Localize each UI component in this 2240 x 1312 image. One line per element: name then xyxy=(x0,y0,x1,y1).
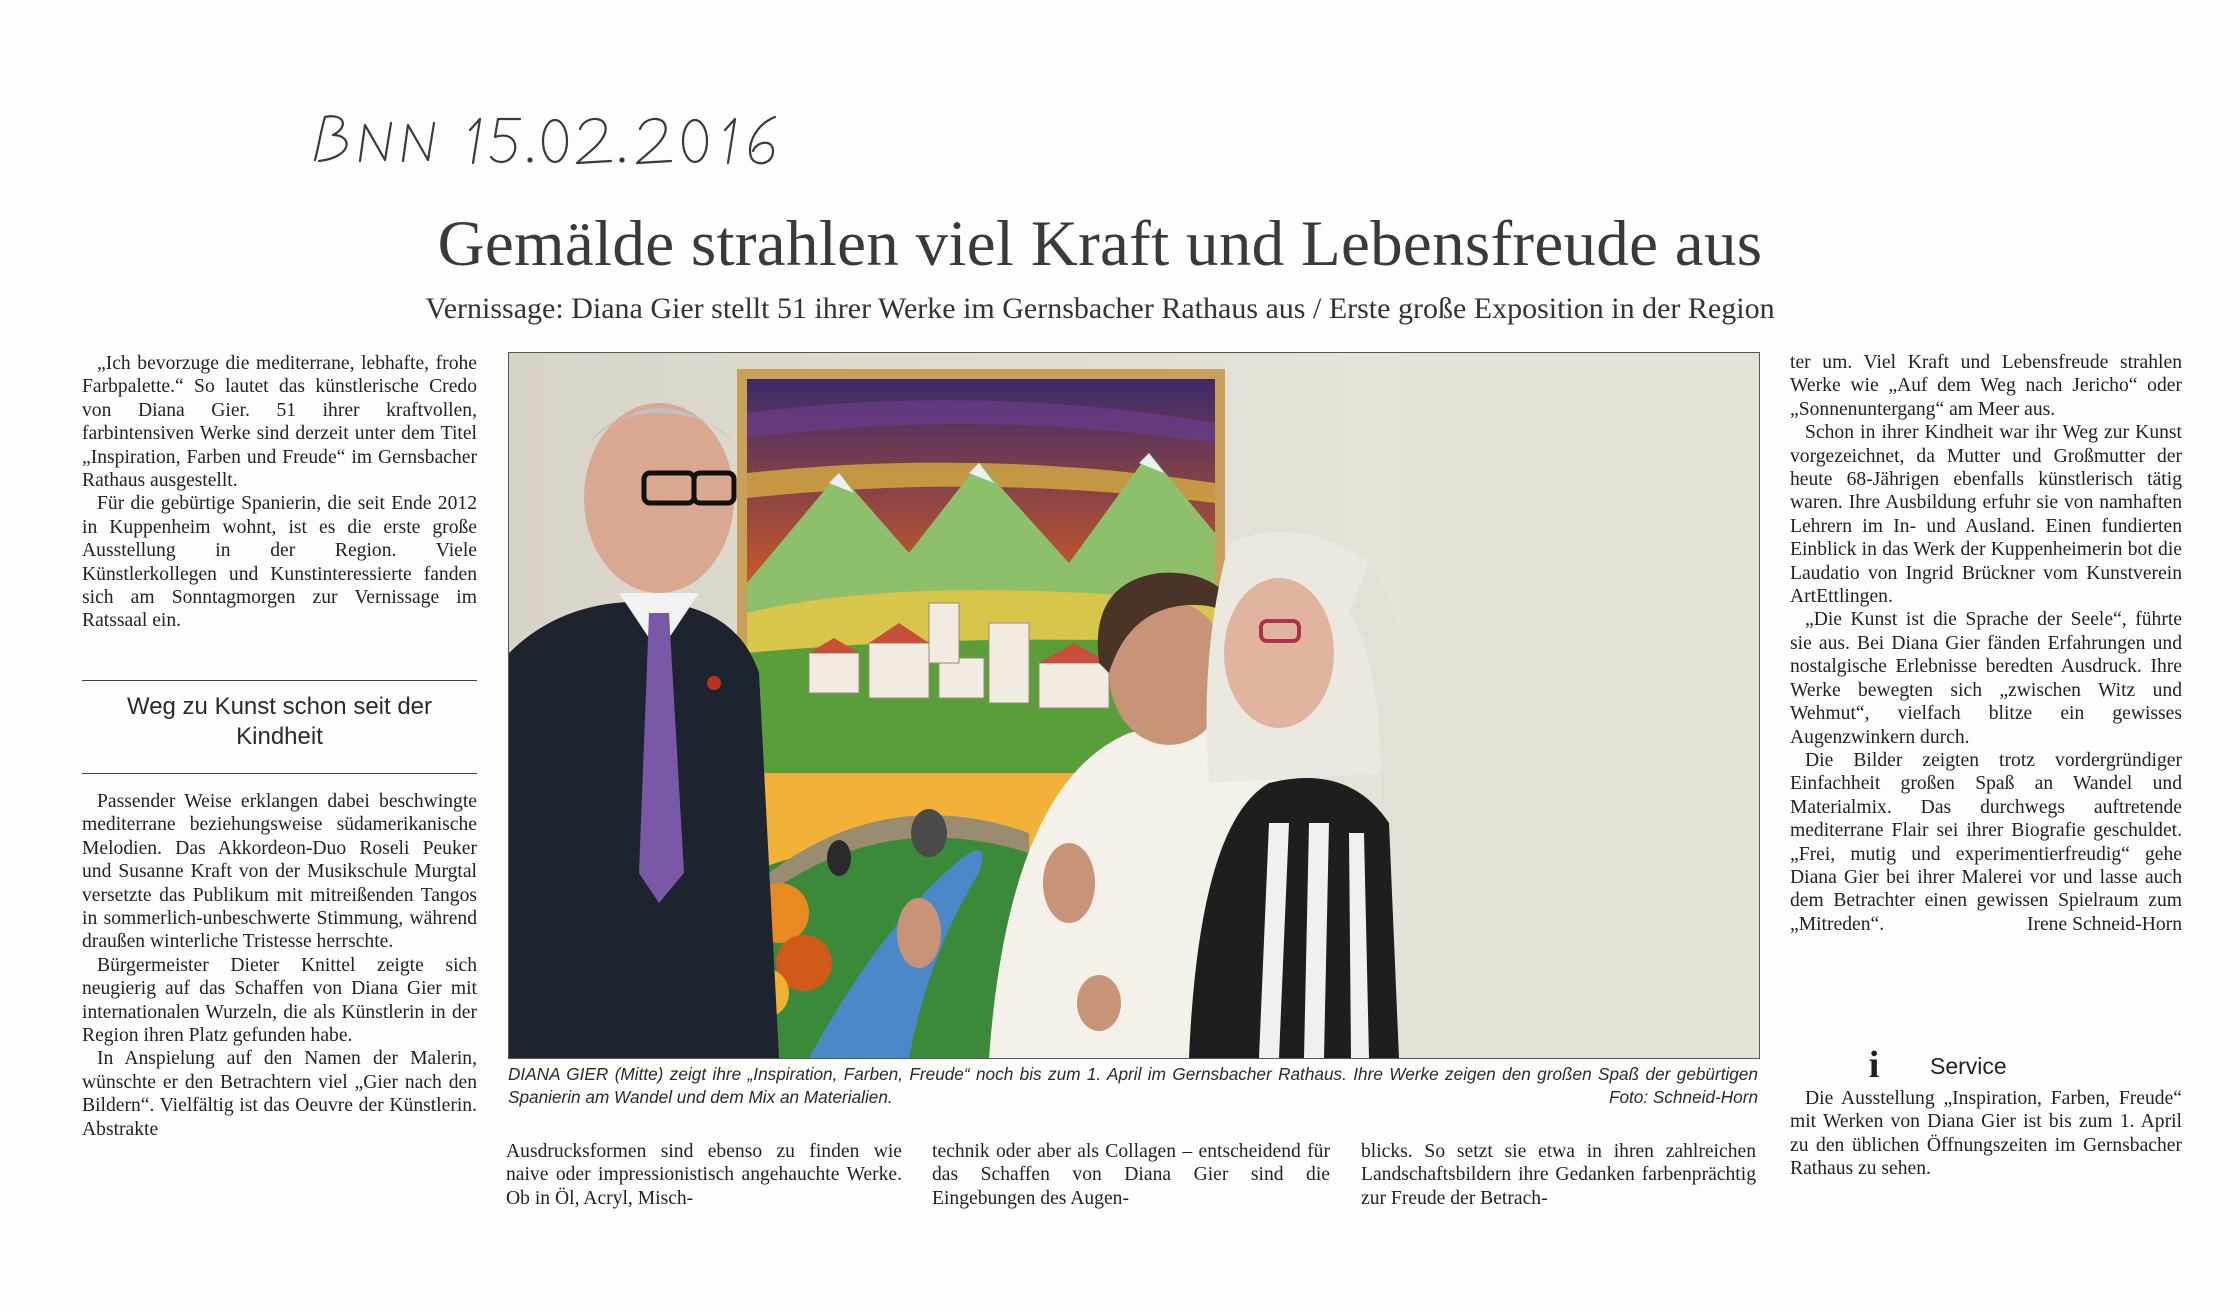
paragraph: „Ich bevorzuge die mediterrane, lebhafte, frohe Farbpalette.“ So lautet das künstlerische Credo von Diana Gier. 51 ihrer kraftvollen, farbintensiven Werke sind derzeit unter dem Titel „Inspiration, Farben und Freude“ im Gernsbacher Rathaus ausgestellt. xyxy=(82,353,477,492)
handwritten-signature-drawing xyxy=(305,105,825,175)
headline: Gemälde strahlen viel Kraft und Lebensfreude aus xyxy=(437,208,1763,280)
subheadline: Vernissage: Diana Gier stellt 51 ihrer Werke im Gernsbacher Rathaus aus / Erste große Exposition in der Region xyxy=(425,292,1775,325)
divider-rule xyxy=(82,680,477,681)
photo-credit: Foto: Schneid-Horn xyxy=(1608,1087,1758,1107)
paragraph: Schon in ihrer Kindheit war ihr Weg zur Kunst vorgezeichnet, da Mutter und Großmutter der heute 68-Jährigen ebenfalls künstlerisch tätig waren. Ihre Ausbildung erfuhr sie von namhaften Lehrern im In- und Ausland. Einen fundierten Einblick in das Werk der Kuppenheimerin bot die Laudatio von Ingrid Brückner vom Kunstverein ArtEttlingen. xyxy=(1790,422,2182,608)
service-label: Service xyxy=(1930,1053,2007,1079)
paragraph: In Anspielung auf den Namen der Malerin, wünschte er den Betrachtern viel „Gier nach den Bildern“. Vielfältig ist das Oeuvre der Künstlerin. Abstrakte xyxy=(82,1048,477,1140)
service-box-text xyxy=(1790,1087,2182,1181)
paragraph-text: Die Bilder zeigten trotz vordergründiger Einfachheit großen Spaß an Wandel und Materialmix. Das durchwegs auftretende mediterrane Flair sei ihrer Biografie geschuldet. „Frei, mutig und experimentierfreudig“ gehe Diana Gier bei ihrer Malerei vor und lasse auch dem Betrachter einen gewissen Spielraum zum „Mitreden“. xyxy=(1790,749,2182,935)
paragraph: blicks. So setzt sie etwa in ihren zahlreichen Landschaftsbildern ihre Gedanken farbenprächtig zur Freude der Betrach- xyxy=(1361,1141,1756,1209)
paragraph xyxy=(1790,749,2182,936)
author-signoff: Irene Schneid-Horn xyxy=(2026,913,2182,935)
paragraph: Ausdrucksformen sind ebenso zu finden wie naive oder impressionistisch angehauchte Werke. Ob in Öl, Acryl, Misch- xyxy=(506,1141,902,1209)
article-column-1-continued xyxy=(82,790,477,1141)
info-icon: i xyxy=(1868,1044,1880,1086)
divider-rule xyxy=(82,773,477,774)
photo-caption xyxy=(508,1063,1758,1109)
paragraph: ter um. Viel Kraft und Lebensfreude strahlen Werke wie „Auf dem Weg nach Jericho“ oder „Sonnenuntergang“ am Meer aus. xyxy=(1790,352,2182,420)
service-box-header xyxy=(1790,1044,2182,1086)
handwritten-date-note xyxy=(305,105,825,175)
photo-illustration xyxy=(509,353,1759,1058)
article-column-1 xyxy=(82,352,477,633)
paragraph: Für die gebürtige Spanierin, die seit Ende 2012 in Kuppenheim wohnt, ist es die erste große Ausstellung in der Region. Viele Künstlerkollegen und Kunstinteressierte fanden sich am Sonntagmorgen zur Vernissage im Ratssaal ein. xyxy=(82,493,477,632)
paragraph: Die Ausstellung „Inspiration, Farben, Freude“ mit Werken von Diana Gier ist bis zum 1. April zu den üblichen Öffnungszeiten im Gernsbacher Rathaus zu sehen. xyxy=(1790,1088,2182,1180)
article-column-4 xyxy=(1361,1140,1756,1210)
paragraph: technik oder aber als Collagen – entscheidend für das Schaffen von Diana Gier sind die Eingebungen des Augen- xyxy=(932,1141,1330,1209)
paragraph: Passender Weise erklangen dabei beschwingte mediterrane beziehungsweise südamerikanische Melodien. Das Akkordeon-Duo Roseli Peuker und Susanne Kraft von der Musikschule Murgtal versetzte das Publikum mit mitreißenden Tangos in sommerlich-unbeschwerte Stimmung, während draußen winterliche Tristesse herrschte. xyxy=(82,791,477,953)
paragraph: Bürgermeister Dieter Knittel zeigte sich neugierig auf das Schaffen von Diana Gier mit internationalen Wurzeln, die als Künstlerin in der Region ihren Platz gefunden habe. xyxy=(82,954,477,1047)
article-column-3 xyxy=(932,1140,1330,1210)
crosshead: Weg zu Kunst schon seit der Kindheit xyxy=(126,693,433,750)
article-column-2 xyxy=(506,1140,902,1210)
article-column-5 xyxy=(1790,351,2182,936)
caption-text: DIANA GIER (Mitte) zeigt ihre „Inspiration, Farben, Freude“ noch bis zum 1. April im Gernsbacher Rathaus. Ihre Werke zeigen den großen Spaß der gebürtigen Spanierin am Wandel und dem Mix an Materialien. xyxy=(508,1064,1758,1107)
paragraph: „Die Kunst ist die Sprache der Seele“, führte sie aus. Bei Diana Gier fänden Erfahrungen und nostalgische Erlebnisse beredten Ausdruck. Ihre Werke bewegten sich „zwischen Witz und Wehmut“, vielfach blitze ein gewisses Augenzwinkern durch. xyxy=(1790,609,2182,748)
article-photo xyxy=(508,352,1760,1059)
